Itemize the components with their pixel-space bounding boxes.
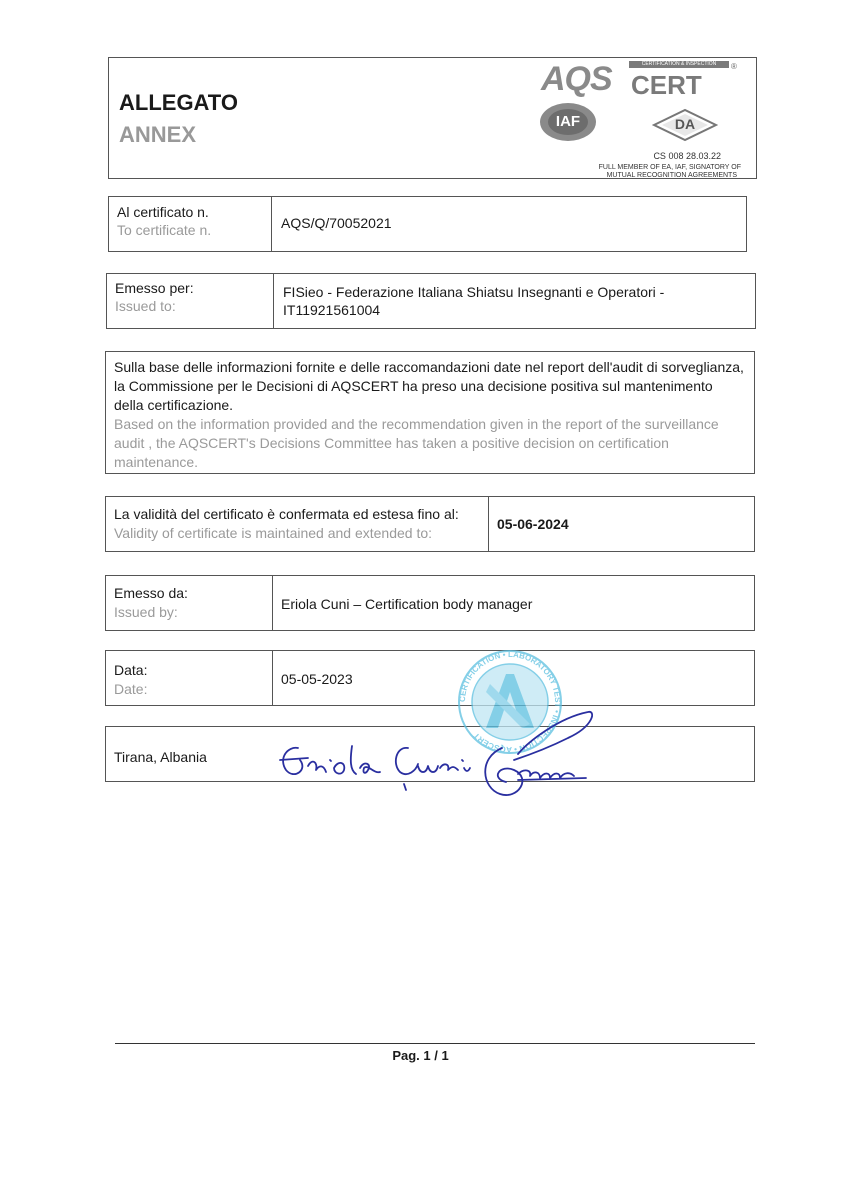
place-value: Tirana, Albania	[114, 749, 207, 765]
validity-row	[105, 496, 755, 552]
membership-line1: FULL MEMBER OF EA, IAF, SIGNATORY OF	[598, 164, 741, 171]
iaf-label: IAF	[555, 113, 581, 130]
issued-by-label-en: Issued by:	[114, 604, 178, 620]
date-label-it: Data:	[114, 662, 148, 678]
validity-label-it: La validità del certificato è confermata ed estesa fino al:	[114, 506, 459, 522]
logo-banner: CERTIFICATION & INSPECTION	[629, 61, 729, 68]
issued-to-line2: IT11921561004	[283, 302, 381, 318]
issued-to-label-it: Emesso per:	[115, 280, 194, 296]
footer-rule	[115, 1043, 755, 1044]
decision-box	[105, 351, 755, 474]
certificate-row	[108, 196, 747, 252]
registered-mark: ®	[731, 62, 737, 71]
handwritten-signature-icon	[268, 708, 598, 808]
signature	[268, 708, 598, 808]
certificate-label-it: Al certificato n.	[117, 204, 209, 220]
issued-by-value: Eriola Cuni – Certification body manager	[281, 596, 533, 612]
divider	[272, 651, 273, 705]
da-badge	[652, 108, 718, 142]
aqscert-logo	[539, 60, 749, 100]
stamp-ring-text: CERTIFICATION • LABORATORY TEST • INSPECTION • AQSCERT	[457, 649, 563, 755]
date-label-en: Date:	[114, 681, 148, 697]
issued-to-line1: FISieo - Federazione Italiana Shiatsu Insegnanti e Operatori -	[283, 284, 665, 300]
date-value: 05-05-2023	[281, 671, 353, 687]
divider	[273, 274, 274, 328]
date-row	[105, 650, 755, 706]
decision-text	[114, 358, 744, 472]
logo-prefix: AQS	[541, 60, 612, 98]
decision-text-it: Sulla base delle informazioni fornite e delle raccomandazioni date nel report dell'audit di sorveglianza, la Commissione per le Decisioni di AQSCERT ha preso una decisione positiva sul mantenimento della certificazione.	[114, 359, 744, 413]
validity-label-en: Validity of certificate is maintained and extended to:	[114, 525, 433, 541]
annex-title-it: ALLEGATO	[119, 90, 238, 115]
cs-code: CS 008 28.03.22	[653, 151, 721, 161]
issued-by-label-it: Emesso da:	[114, 585, 188, 601]
issued-to-label-en: Issued to:	[115, 298, 176, 314]
issued-by-row	[105, 575, 755, 631]
logo-suffix: CERT	[631, 70, 702, 100]
divider	[488, 497, 489, 551]
page-number: Pag. 1 / 1	[392, 1048, 449, 1063]
iaf-badge	[539, 102, 597, 142]
divider	[271, 197, 272, 251]
decision-text-en: Based on the information provided and the recommendation given in the report of the surveillance audit , the AQSCERT's Decisions Committee has taken a positive decision on certification maintenance.	[114, 416, 719, 470]
header-box	[108, 57, 757, 179]
issued-to-row	[106, 273, 756, 329]
certificate-number: AQS/Q/70052021	[281, 215, 392, 231]
annex-title-en: ANNEX	[119, 122, 197, 147]
certificate-label-en: To certificate n.	[117, 222, 212, 238]
da-label: DA	[674, 116, 696, 132]
membership-line2: MUTUAL RECOGNITION AGREEMENTS	[606, 172, 737, 179]
validity-date: 05-06-2024	[497, 516, 569, 532]
divider	[272, 576, 273, 630]
